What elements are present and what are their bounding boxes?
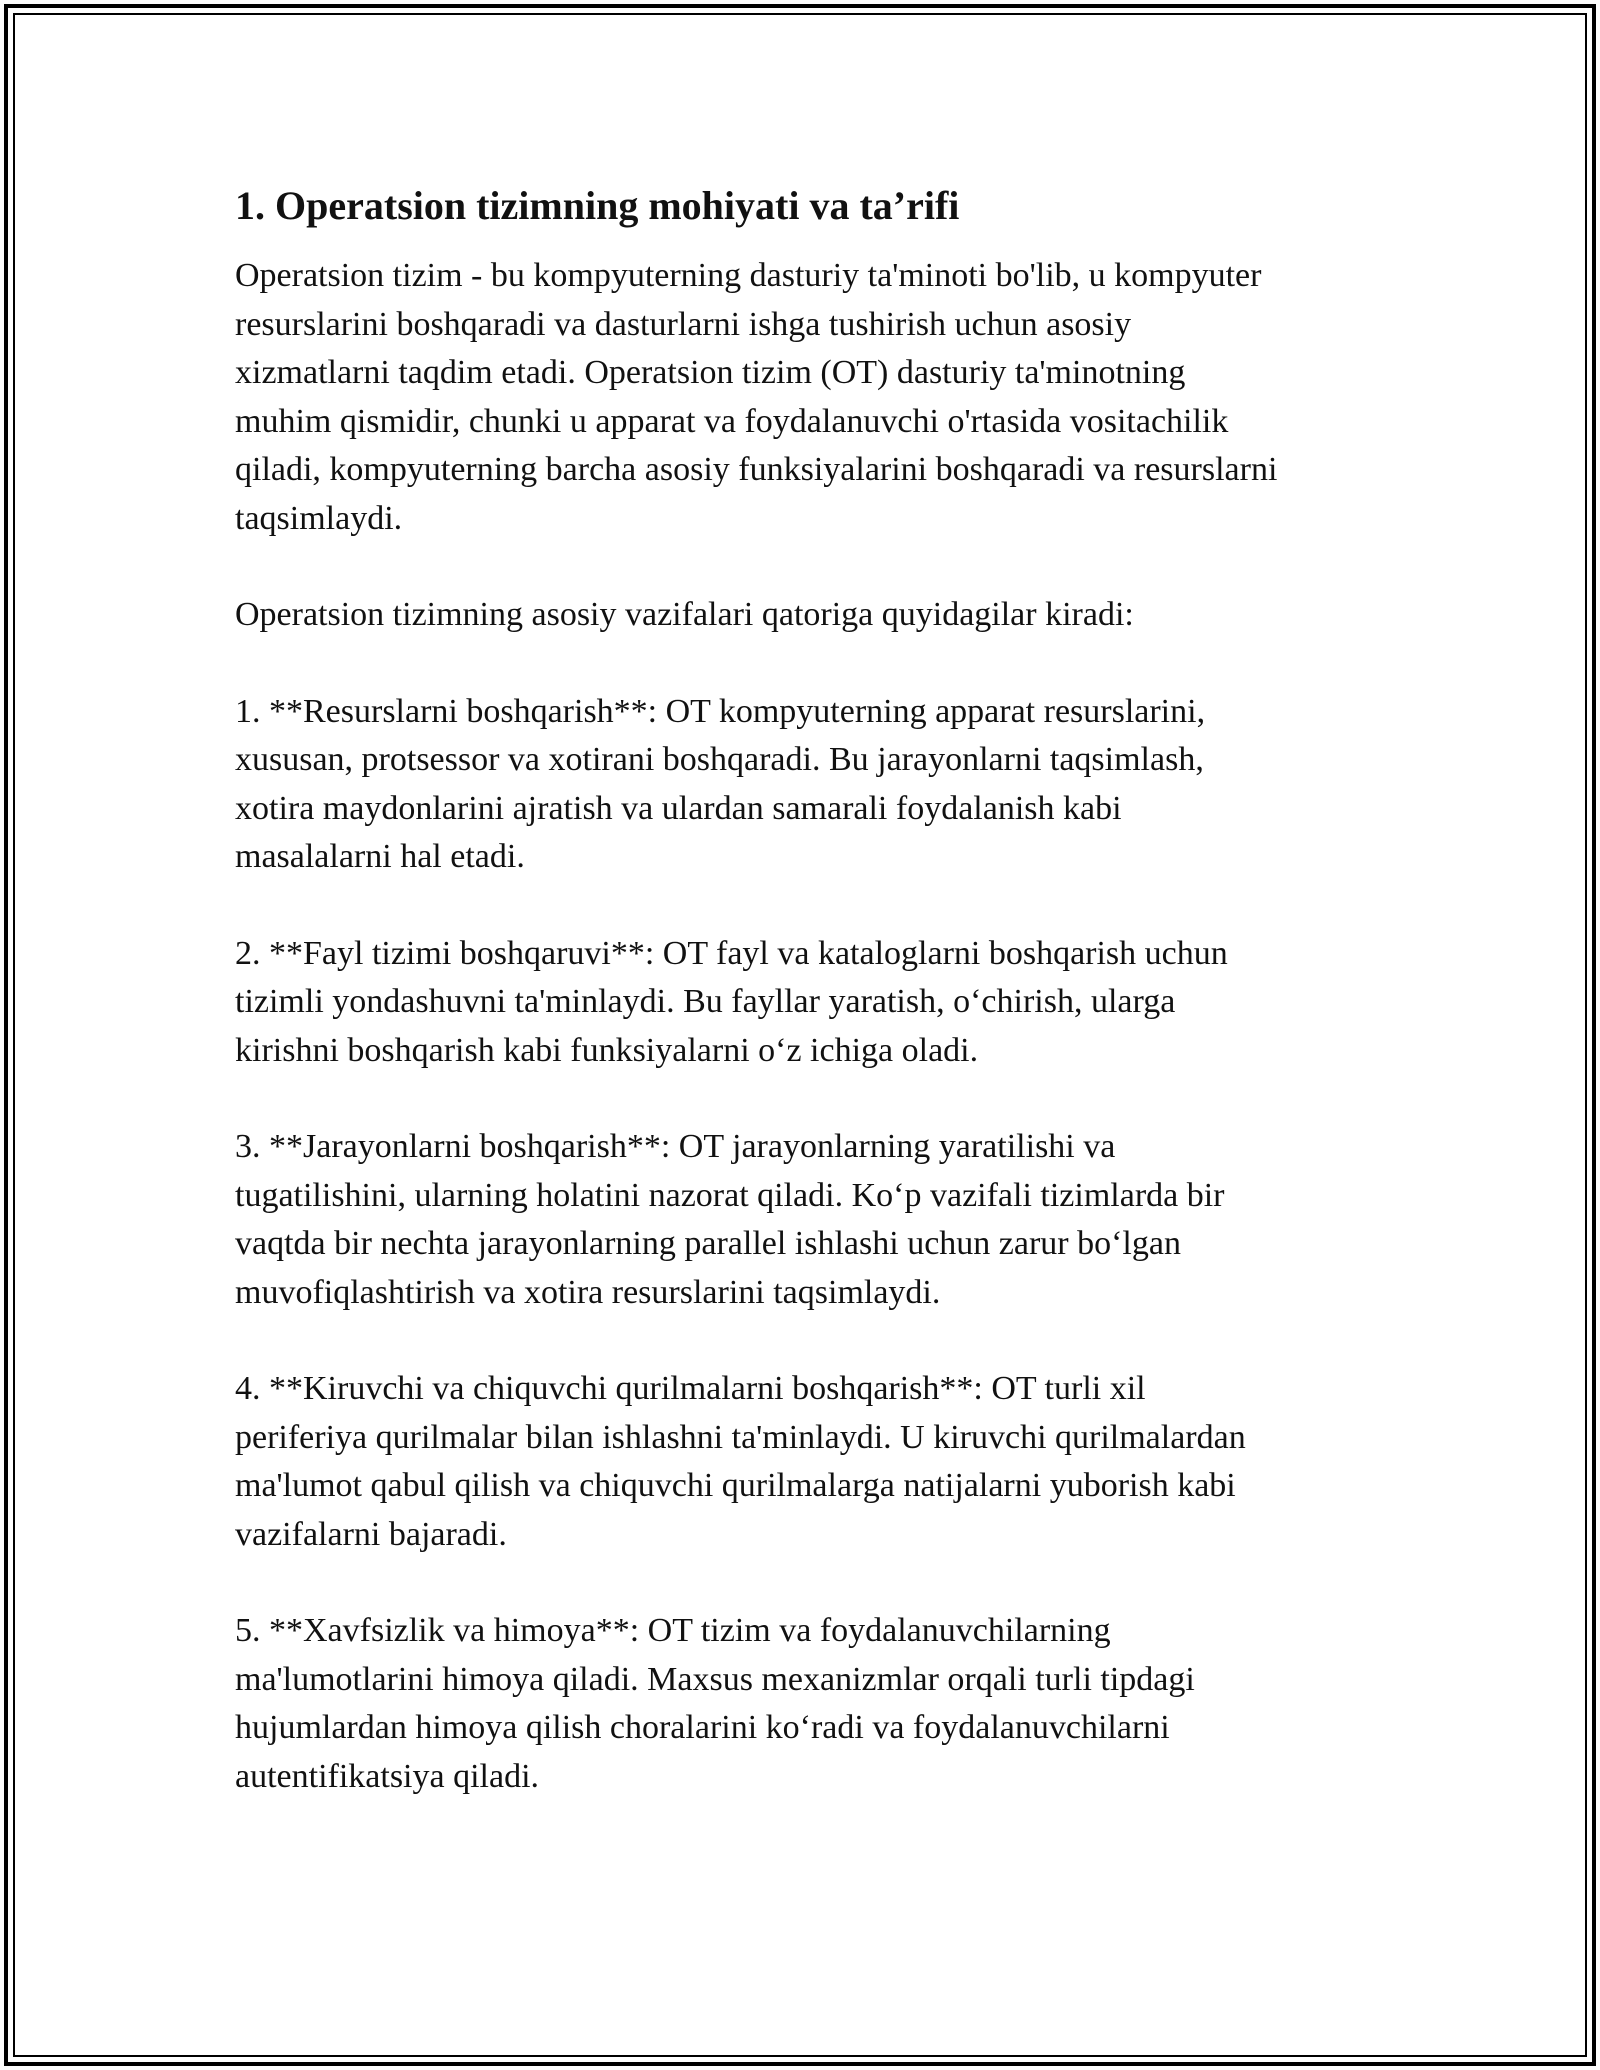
- document-body: [235, 180, 1375, 1801]
- lead-paragraph: Operatsion tizimning asosiy vazifalari qatoriga quyidagilar kiradi:: [235, 596, 1134, 633]
- list-item-file-system: 2. **Fayl tizimi boshqaruvi**: OT fayl va kataloglarni boshqarish uchun tizimli yondashuvni ta'minlaydi. Bu fayllar yaratish, o‘chirish, ularga kirishni boshqarish kabi funksiyalarni o‘z ichiga oladi.: [235, 934, 1228, 1069]
- section-heading: 1. Operatsion tizimning mohiyati va ta’rifi: [235, 183, 960, 228]
- list-item-processes: 3. **Jarayonlarni boshqarish**: OT jarayonlarning yaratilishi va tugatilishini, ularning holatini nazorat qiladi. Ko‘p vazifali tizimlarda bir vaqtda bir nechta jarayonlarning parallel ishlashi uchun zarur bo‘lgan muvofiqlashtirish va xotira resurslarini taqsimlaydi.: [235, 1128, 1225, 1311]
- list-item-security: 5. **Xavfsizlik va himoya**: OT tizim va foydalanuvchilarning ma'lumotlarini himoya qiladi. Maxsus mexanizmlar orqali turli tipdagi hujumlardan himoya qilish choralarini ko‘radi va foydalanuvchilarni autentifikatsiya qiladi.: [235, 1612, 1195, 1795]
- intro-paragraph: Operatsion tizim - bu kompyuterning dasturiy ta'minoti bo'lib, u kompyuter resurslarini boshqaradi va dasturlarni ishga tushirish uchun asosiy xizmatlarni taqdim etadi. Operatsion tizim (OT) dasturiy ta'minotning muhim qismidir, chunki u apparat va foydalanuvchi o'rtasida vositachilik qiladi, kompyuterning barcha asosiy funksiyalarini boshqaradi va resurslarni taqsimlaydi.: [235, 257, 1278, 537]
- list-item-resources: 1. **Resurslarni boshqarish**: OT kompyuterning apparat resurslarini, xususan, protsessor va xotirani boshqaradi. Bu jarayonlarni taqsimlash, xotira maydonlarini ajratish va ulardan samarali foydalanish kabi masalalarni hal etadi.: [235, 692, 1206, 875]
- list-item-io-devices: 4. **Kiruvchi va chiquvchi qurilmalarni boshqarish**: OT turli xil periferiya qurilmalar bilan ishlashni ta'minlaydi. U kiruvchi qurilmalardan ma'lumot qabul qilish va chiquvchi qurilmalarga natijalarni yuborish kabi vazifalarni bajaradi.: [235, 1370, 1246, 1553]
